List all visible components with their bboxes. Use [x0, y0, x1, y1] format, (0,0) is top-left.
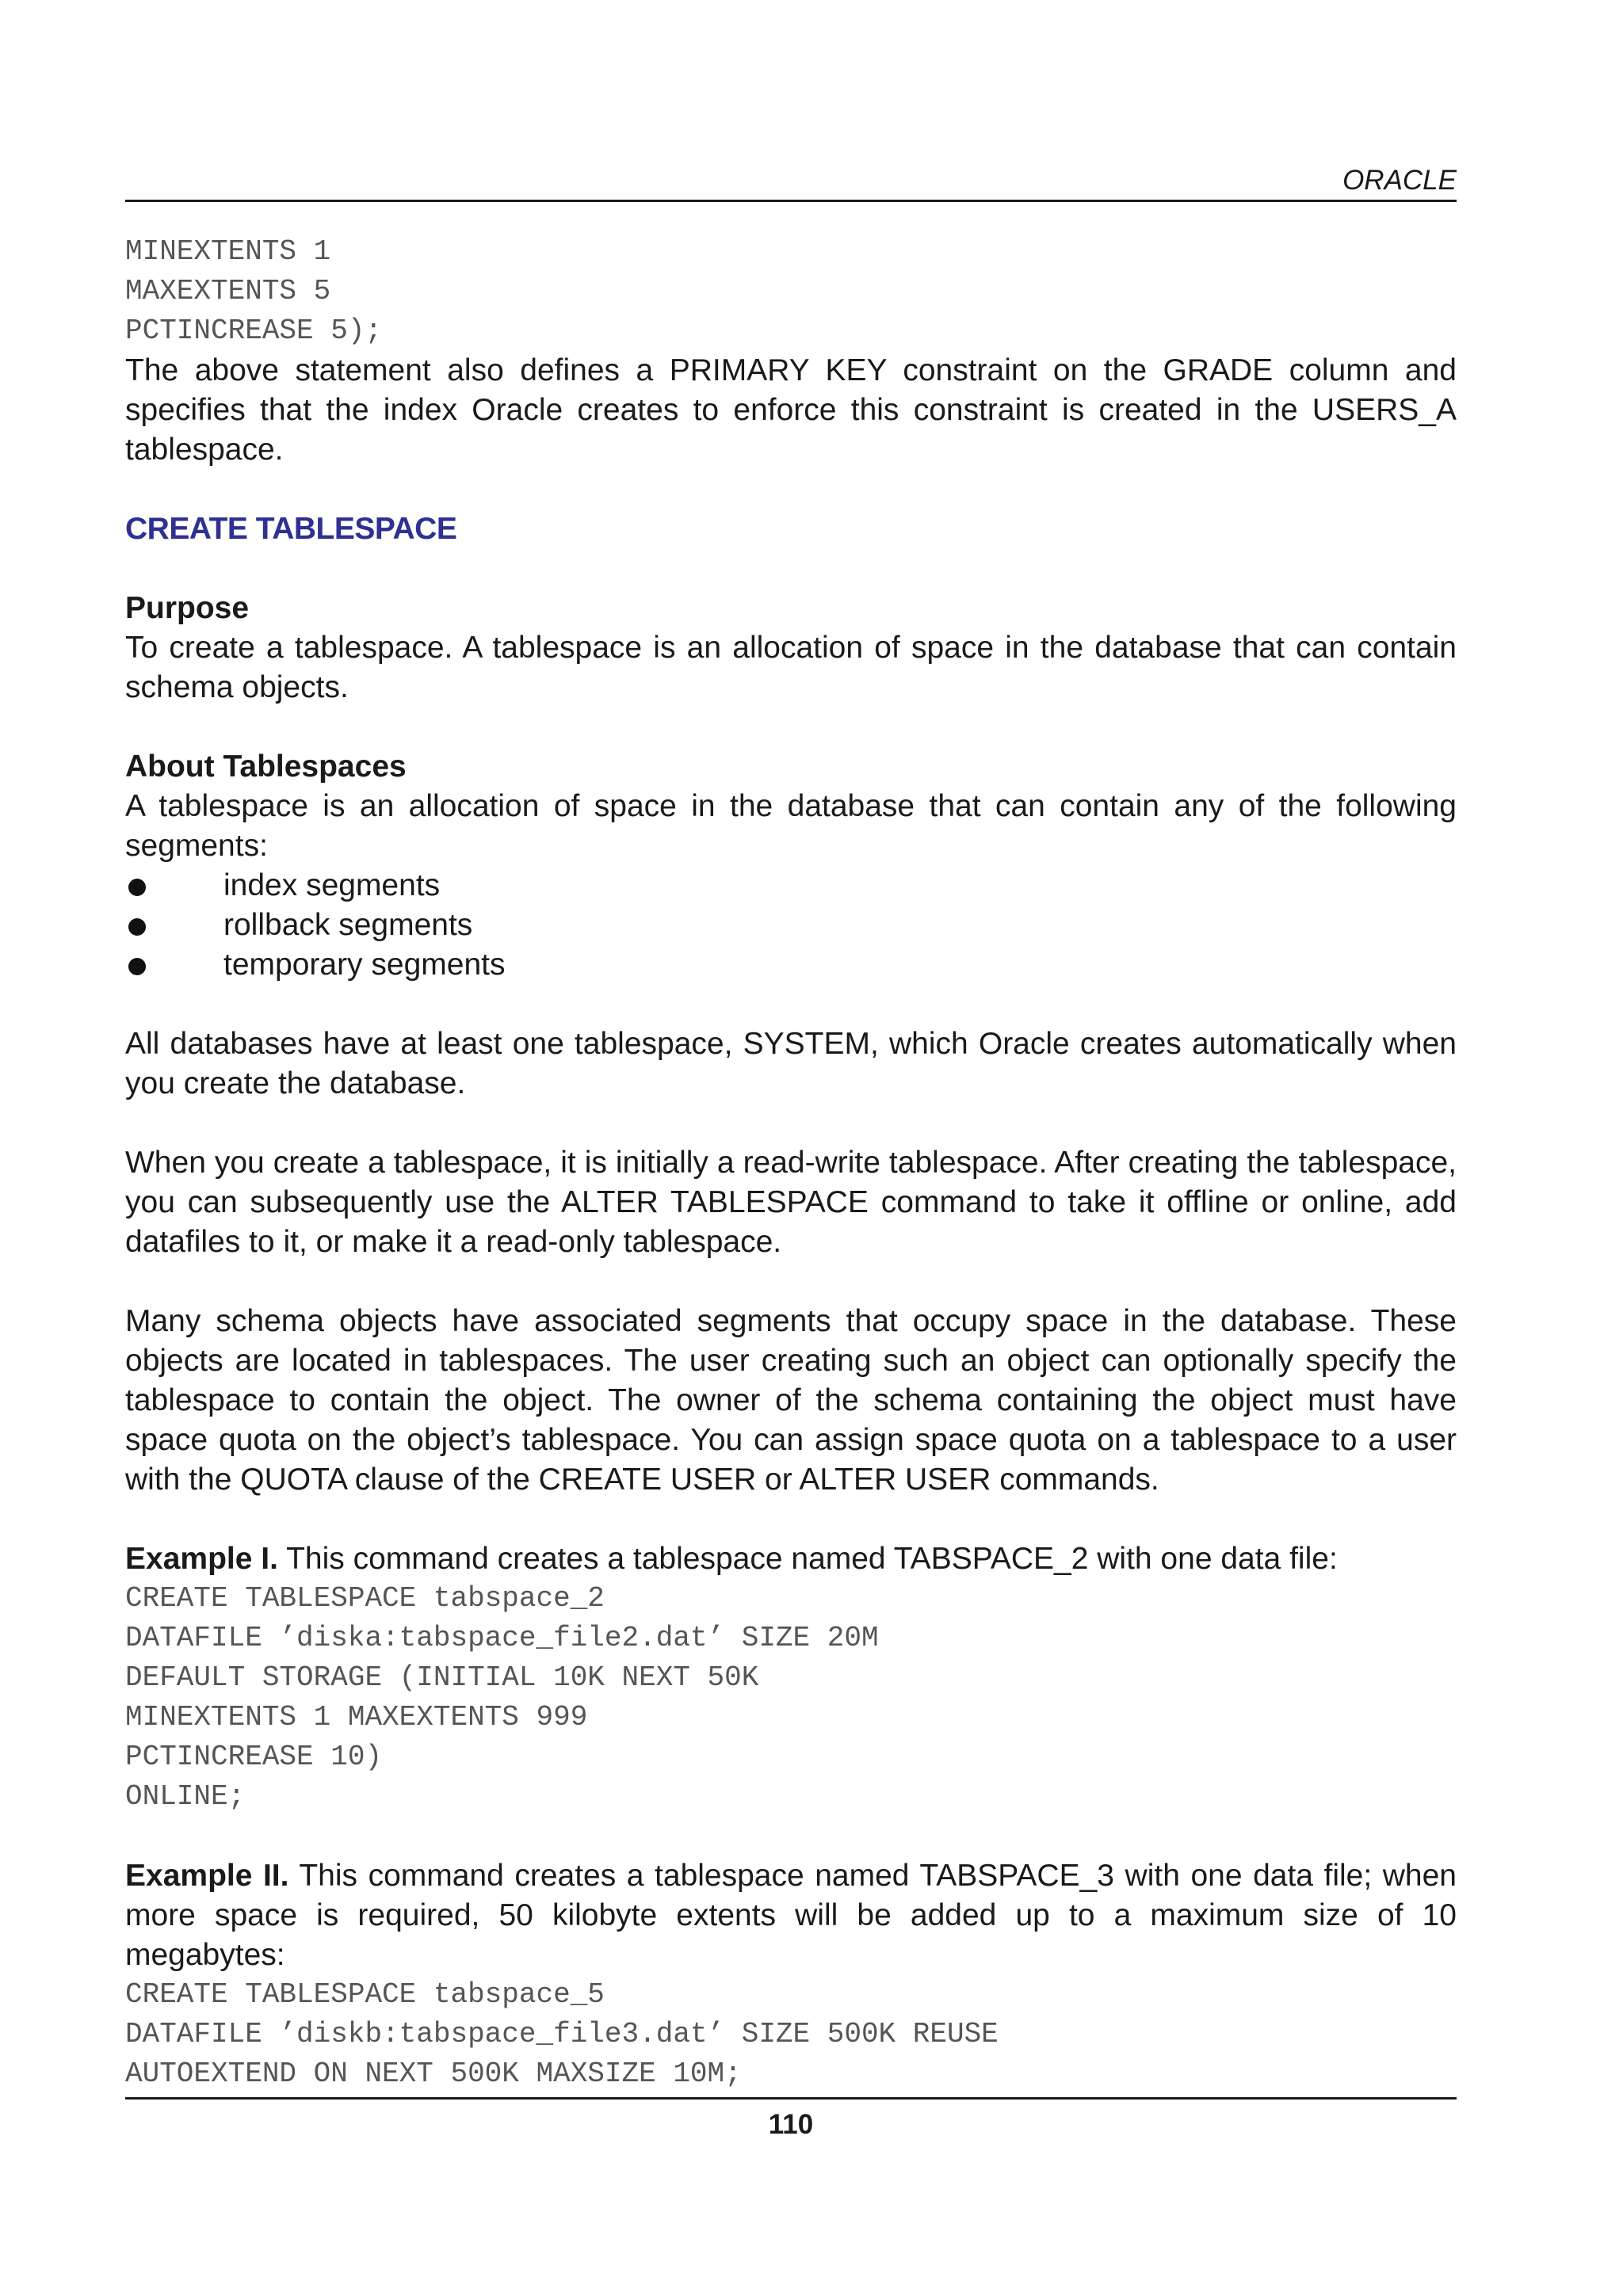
- example-1-text: This command creates a tablespace named TABSPACE_2 with one data file:: [277, 1542, 1338, 1576]
- example-2-intro: [125, 1856, 1457, 1975]
- segment-list: [125, 866, 1457, 985]
- page-number: 110: [768, 2109, 814, 2140]
- bullet-icon: [128, 958, 146, 975]
- header-rule: [125, 200, 1457, 202]
- code-line: CREATE TABLESPACE tabspace_2: [125, 1582, 605, 1615]
- list-item: [125, 906, 1457, 945]
- intro-paragraph: The above statement also defines a PRIMARY KEY constraint on the GRADE column and specifies that the index Oracle creates to enforce this constraint is created in the USERS_A tablespace.: [125, 353, 1457, 467]
- example-2-code: [125, 1975, 1457, 2094]
- paragraph-schema-objects: Many schema objects have associated segments that occupy space in the database. These objects are located in tablespaces. The user creating such an object can optionally specify the tablespace to contain the object. The owner of the schema containing the object must have space quota on the object’s tablespace. You can assign space quota on a tablespace to a user with the QUOTA clause of the CREATE USER or ALTER USER commands.: [125, 1304, 1457, 1497]
- code-line: DATAFILE ’diskb:tabspace_file3.dat’ SIZE 500K REUSE: [125, 2018, 999, 2050]
- code-line: CREATE TABLESPACE tabspace_5: [125, 1978, 605, 2011]
- footer-rule: [125, 2097, 1457, 2100]
- code-line: ONLINE;: [125, 1780, 246, 1813]
- list-item-label: index segments: [223, 868, 441, 902]
- bullet-icon: [128, 879, 146, 896]
- code-line: AUTOEXTEND ON NEXT 500K MAXSIZE 10M;: [125, 2058, 742, 2090]
- code-line: PCTINCREASE 5);: [125, 315, 383, 347]
- example-2-label: Example II.: [125, 1859, 289, 1893]
- example-1-label: Example I.: [125, 1542, 278, 1576]
- example-2-text: This command creates a tablespace named TABSPACE_3 with one data file; when more space is required, 50 kilobyte extents will be added up to a maximum size of 10 megabytes:: [125, 1859, 1457, 1972]
- paragraph-system-tablespace: All databases have at least one tablespace, SYSTEM, which Oracle creates automatically when you create the database.: [125, 1027, 1457, 1100]
- page-content: [125, 232, 1457, 2094]
- code-line: DATAFILE ’diska:tabspace_file2.dat’ SIZE 20M: [125, 1622, 879, 1654]
- code-line: MINEXTENTS 1: [125, 235, 331, 268]
- paragraph-read-write: When you create a tablespace, it is initially a read-write tablespace. After creating the tablespace, you can subsequently use the ALTER TABLESPACE command to take it offline or online, add datafiles to it, or make it a read-only tablespace.: [125, 1146, 1457, 1259]
- code-line: MINEXTENTS 1 MAXEXTENTS 999: [125, 1701, 588, 1733]
- code-line: PCTINCREASE 10): [125, 1741, 383, 1773]
- running-header: ORACLE: [1342, 165, 1457, 196]
- code-line: MAXEXTENTS 5: [125, 275, 331, 307]
- list-item-label: rollback segments: [223, 908, 473, 942]
- example-1-intro: [125, 1539, 1457, 1579]
- code-line: DEFAULT STORAGE (INITIAL 10K NEXT 50K: [125, 1661, 759, 1694]
- list-item: [125, 866, 1457, 906]
- list-item-label: temporary segments: [223, 948, 506, 982]
- example-1-code: [125, 1579, 1457, 1817]
- about-text: A tablespace is an allocation of space in the database that can contain any of the following segments:: [125, 789, 1457, 863]
- purpose-heading: Purpose: [125, 591, 250, 625]
- list-item: [125, 945, 1457, 985]
- purpose-text: To create a tablespace. A tablespace is an allocation of space in the database that can contain schema objects.: [125, 631, 1457, 704]
- bullet-icon: [128, 918, 146, 936]
- about-heading: About Tablespaces: [125, 749, 407, 784]
- section-title: CREATE TABLESPACE: [125, 512, 457, 546]
- code-block-1: [125, 232, 1457, 351]
